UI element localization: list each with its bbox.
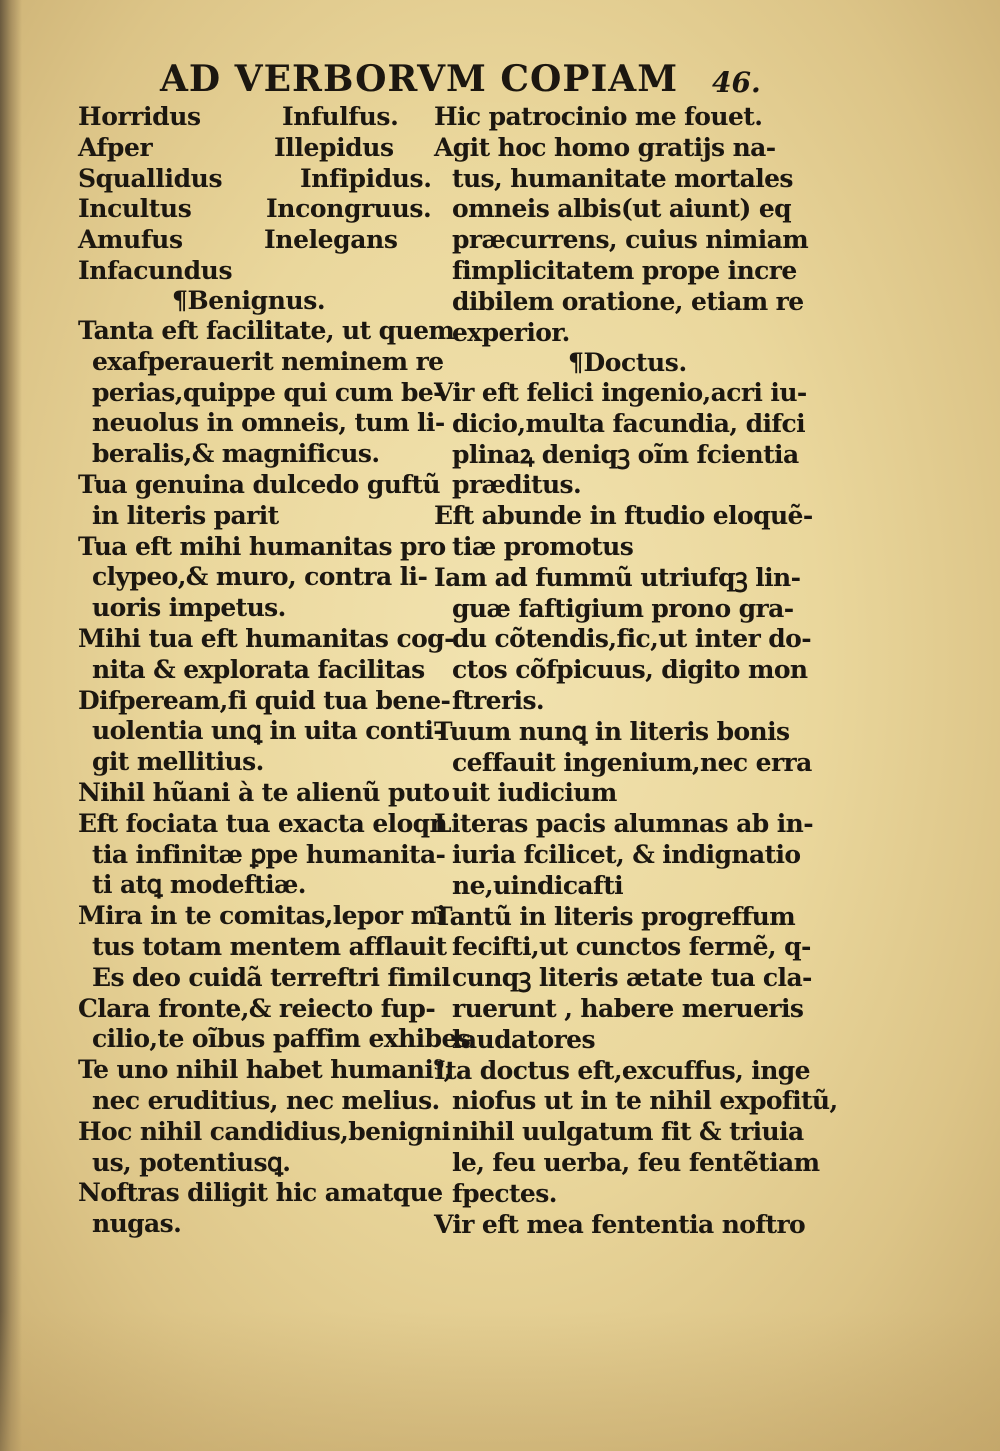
text-line: Nihil hũani à te alienũ puto: [78, 778, 450, 807]
text-line: nihil uulgatum fit & triuia: [452, 1117, 804, 1147]
text-line: neuolus in omneis, tum li-: [92, 408, 445, 438]
section-heading-benignus: ¶Benignus.: [172, 286, 326, 315]
text-line: præcurrens, cuius nimiam: [452, 225, 809, 255]
text-line: Mihi tua eft humanitas cog-: [78, 624, 454, 653]
text-line: ne,uindicafti: [452, 870, 624, 900]
text-line: Ita doctus eft,excuffus, inge: [434, 1055, 810, 1085]
text-line: guæ faftigium prono gra-: [452, 593, 794, 623]
text-line: uoris impetus.: [92, 593, 286, 623]
text-line: Tuum nunꝗ in literis bonis: [434, 716, 790, 746]
text-line: ti atꝗ modeftiæ.: [92, 870, 306, 900]
synonym-word: Infipidus.: [300, 163, 432, 193]
text-line: uit iudicium: [452, 778, 617, 808]
synonym-word: Amufus: [78, 225, 183, 255]
text-line: præditus.: [452, 470, 582, 500]
text-line: le, feu uerba, feu fentẽtiam: [452, 1148, 820, 1177]
text-line: laudatores: [452, 1024, 595, 1054]
text-line: nita & explorata facilitas: [92, 654, 425, 684]
text-line: cunqꝫ literis ætate tua cla-: [452, 963, 812, 993]
text-line: Noftras diligit hic amatque: [78, 1178, 443, 1208]
text-line: dibilem oratione, etiam re: [452, 286, 804, 316]
text-line: experior.: [452, 317, 570, 347]
text-line: Hoc nihil candidius,benigni: [78, 1116, 451, 1146]
text-line: niofus ut in te nihil expofitũ,: [452, 1086, 838, 1116]
text-line: tiæ promotus: [452, 532, 634, 561]
text-line: fpectes.: [452, 1178, 557, 1208]
synonym-word: Inelegans: [264, 225, 398, 255]
text-line: Difpeream,fi quid tua bene-: [78, 685, 451, 715]
running-head: AD VERBORVM COPIAM: [160, 58, 679, 100]
text-line: dicio,multa facundia, difci: [452, 408, 806, 438]
text-line: uolentia unꝗ in uita conti-: [92, 716, 444, 746]
text-line: nugas.: [92, 1209, 182, 1239]
text-line: Eft fociata tua exacta eloqn: [78, 808, 448, 838]
text-line: beralis,& magnificus.: [92, 439, 380, 469]
text-line: plinaꝝ deniqꝫ oĩm fcientia: [452, 439, 799, 469]
text-line: Te uno nihil habet humani⁹,: [78, 1055, 452, 1085]
text-line: Literas pacis alumnas ab in-: [434, 809, 813, 839]
text-line: Vir eft felici ingenio,acri iu-: [434, 378, 807, 407]
text-line: tus totam mentem afflauit: [92, 932, 447, 961]
text-line: Hic patrocinio me fouet.: [434, 102, 763, 131]
text-line: fecifti,ut cunctos fermẽ, q-: [452, 932, 811, 962]
text-line: Agit hoc homo gratijs na-: [434, 132, 776, 162]
text-line: ruerunt , habere merueris: [452, 994, 804, 1023]
text-line: ctos cõfpicuus, digito mon: [452, 655, 808, 685]
text-line: Tanta eft facilitate, ut quem: [78, 316, 455, 345]
synonym-word: Infulfus.: [282, 102, 399, 131]
text-line: tus, humanitate mortales: [452, 163, 793, 193]
text-line: cilio,te oĩbus paffim exhibes: [92, 1024, 471, 1054]
folio-number: 46.: [712, 66, 761, 99]
synonym-word: Horridus: [78, 102, 201, 131]
synonym-word: Incultus: [78, 194, 192, 224]
text-line: du cõtendis,fic,ut inter do-: [452, 624, 811, 654]
synonym-word: Illepidus: [274, 132, 394, 162]
text-line: ftreris.: [452, 686, 545, 715]
text-line: tia infinitæ ꝑpe humanita-: [92, 839, 446, 869]
text-line: iuria fcilicet, & indignatio: [452, 840, 801, 869]
text-line: git mellitius.: [92, 747, 264, 777]
text-line: perias,quippe qui cum be-: [92, 377, 443, 407]
text-line: Tua genuina dulcedo guftũ: [78, 470, 440, 499]
text-line: Clara fronte,& reiecto fup-: [78, 993, 436, 1023]
text-line: fimplicitatem prope incre: [452, 256, 797, 285]
synonym-word: Incongruus.: [266, 194, 432, 224]
text-line: nec eruditius, nec melius.: [92, 1086, 440, 1115]
text-line: omneis albis(ut aiunt) eq: [452, 194, 792, 224]
text-line: Tantũ in literis progreffum: [434, 901, 796, 931]
text-line: ceffauit ingenium,nec erra: [452, 747, 812, 777]
text-line: Vir eft mea fententia noftro: [434, 1209, 806, 1239]
page-bottom-shade: [0, 1311, 1000, 1451]
text-line: Tua eft mihi humanitas pro: [78, 531, 446, 561]
synonym-word: Squallidus: [78, 163, 223, 193]
text-line: Mira in te comitas,lepor mi: [78, 901, 446, 931]
text-line: Iam ad fummũ utriufqꝫ lin-: [434, 562, 801, 592]
text-line: in literis parit: [92, 500, 279, 530]
text-line: us, potentiusꝗ.: [92, 1147, 291, 1177]
text-line: exafperauerit neminem re: [92, 346, 444, 376]
section-heading-doctus: ¶Doctus.: [568, 348, 687, 377]
text-line: Es deo cuidã terreftri fimil: [92, 962, 451, 992]
text-line: clypeo,& muro, contra li-: [92, 562, 428, 592]
synonym-word: Afper: [78, 132, 153, 162]
page-gutter-shadow: [0, 0, 22, 1451]
text-line: Eft abunde in ftudio eloquẽ-: [434, 501, 813, 531]
synonym-word: Infacundus: [78, 256, 233, 285]
